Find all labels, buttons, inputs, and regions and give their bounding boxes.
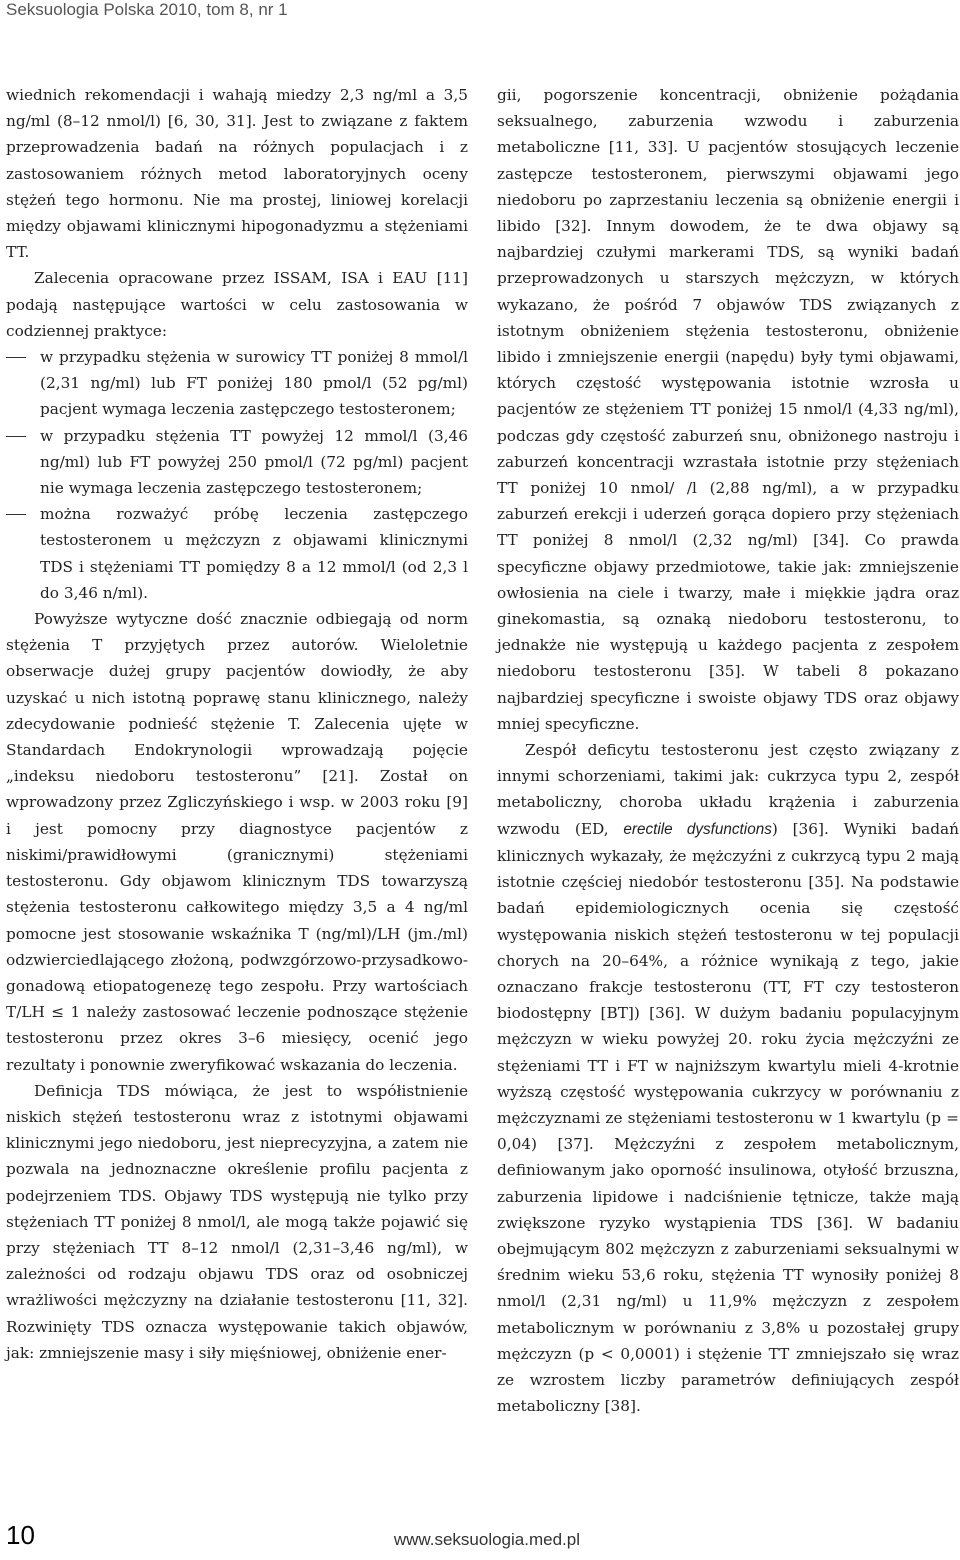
list-item-text: można rozważyć próbę leczenia zastępczego testosteronem u mężczyzn z objawami klinicznymi TDS i stężeniami TT pomiędzy 8 a 12 mmol/l (od 2,3 l do 3,46 n/ml).	[40, 505, 468, 602]
paragraph: Zalecenia opracowane przez ISSAM, ISA i EAU [11] podają następujące wartości w celu zastosowania w codziennej praktyce:	[6, 269, 468, 340]
italic-term: erectile dysfunctions	[623, 820, 772, 838]
paragraph: gii, pogorszenie koncentracji, obniżenie pożądania seksualnego, zaburzenia wzwodu i zaburzenia metaboliczne [11, 33]. U pacjentów stosujących leczenie zastępcze testosteronem, pierwszymi objawami jego niedoboru po zaprzestaniu leczenia są obniżenie energii i libido [32]. Innym dowodem, że te dwa objawy są najbardziej czułymi markerami TDS, są wyniki badań przeprowadzonych u starszych mężczyzn, w których wykazano, że pośród 7 objawów TDS związanych z istotnym obniżeniem stężenia testosteronu, obniżenie libido i zmniejszenie energii (napędu) były tymi objawami, których częstość występowania istotnie wzrosła u pacjentów ze stężeniem TT poniżej 15 nmol/l (4,33 ng/ml), podczas gdy częstość zaburzeń snu, obniżonego nastroju i zaburzeń koncentracji wzrastała istotnie przy stężeniach TT poniżej 10 nmol/ /l (2,88 ng/ml), a w przypadku zaburzeń erekcji i uderzeń gorąca dopiero przy stężeniach TT poniżej 8 nmol/l (2,32 ng/ml) [34]. Co prawda specyficzne objawy przedmiotowe, takie jak: zmniejszenie owłosienia na ciele i twarzy, małe i miękkie jądra oraz ginekomastia, są oznaką niedoboru testosteronu, to jednakże nie występują u każdego pacjenta z zespołem niedoboru testosteronu [35]. W tabeli 8 pokazano najbardziej specyficzne i swoiste objawy TDS oraz objawy mniej specyficzne.	[497, 86, 959, 733]
paragraph: Powyższe wytyczne dość znacznie odbiegają od norm stężenia T przyjętych przez autorów. Wieloletnie obserwacje dużej grupy pacjentów dowiodły, że aby uzyskać u nich istotną poprawę stanu klinicznego, należy zdecydowanie podnieść stężenie T. Zalecenia ujęte w Standardach Endokrynologii wprowadzają pojęcie „indeksu niedoboru testosteronu” [21]. Został on wprowadzony przez Zgliczyńskiego i wsp. w 2003 roku [9] i jest pomocny przy diagnostyce pacjentów z niskimi/prawidłowymi (granicznymi) stężeniami testosteronu. Gdy objawom klinicznym TDS towarzyszą stężenia testosteronu całkowitego między 3,5 a 4 ng/ml pomocne jest stosowanie wskaźnika T (ng/ml)/LH (jm./ml) odzwierciedlającego złożoną, podwzgórzowo-przysadkowo-gonadową etiopatogenezę tego zespołu. Przy wartościach T/LH ≤ 1 należy zastosować leczenie podnoszące stężenie testosteronu przez okres 3–6 miesięcy, ocenić jego rezultaty i ponownie zweryfikować wskazania do leczenia.	[6, 610, 468, 1074]
paragraph	[497, 737, 959, 1419]
footer-url: www.seksuologia.med.pl	[393, 1530, 580, 1549]
page-number: 10	[6, 1520, 35, 1550]
paragraph: Definicja TDS mówiąca, że jest to współistnienie niskich stężeń testosteronu wraz z istotnymi objawami klinicznymi jego niedoboru, jest nieprecyzyjna, a zatem nie pozwala na jednoznaczne określenie profilu pacjenta z podejrzeniem TDS. Objawy TDS występują nie tylko przy stężeniach TT poniżej 8 nmol/l, ale mogą także pojawić się przy stężeniach TT 8–12 nmol/l (2,31–3,46 ng/ml), w zależności od rodzaju objawu TDS oraz od osobniczej wrażliwości mężczyzny na działanie testosteronu [11, 32]. Rozwinięty TDS oznacza występowanie takich objawów, jak: zmniejszenie masy i siły mięśniowej, obniżenie ener-	[6, 1081, 468, 1362]
list-item-text: w przypadku stężenia w surowicy TT poniżej 8 mmol/l (2,31 ng/ml) lub FT poniżej 180 pmol/l (52 pg/ml) pacjent wymaga leczenia zastępczego testosteronem;	[40, 348, 468, 419]
journal-header: Seksuologia Polska 2010, tom 8, nr 1	[6, 0, 288, 19]
dash-bullet	[6, 514, 26, 515]
left-column	[6, 82, 468, 1366]
list-item	[6, 344, 468, 423]
paragraph-text: ) [36]. Wyniki badań klinicznych wykazały, że mężczyźni z cukrzycą typu 2 mają istotnie częściej niedobór testosteronu [35]. Na podstawie badań epidemiologicznych ocenia się częstość występowania niskich stężeń testosteronu w tej populacji chorych na 20–64%, a różnice wynikają z tego, jakie oznaczano frakcje testosteronu (TT, FT czy testosteron biodostępny [BT]) [36]. W dużym badaniu populacyjnym mężczyzn w wieku powyżej 20. roku życia mężczyźni ze stężeniami TT i FT w najniższym kwartylu mieli 4-krotnie wyższą częstość występowania cukrzycy w porównaniu z mężczyznami ze stężeniami testosteronu w 1 kwartylu (p = 0,04) [37]. Mężczyźni z zespołem metabolicznym, definiowanym jako oporność insulinowa, otyłość brzuszna, zaburzenia lipidowe i nadciśnienie tętnicze, także mają zwiększone ryzyko wystąpienia TDS [36]. W badaniu obejmującym 802 mężczyzn z zaburzeniami seksualnymi w średnim wieku 53,6 roku, stężenia TT wynosiły poniżej 8 nmol/l (2,31 ng/ml) u 11,9% mężczyzn z zespołem metabolicznym w porównaniu z 3,8% u pozostałej grupy mężczyzn (p < 0,0001) i stężenie TT zmniejszało się wraz ze wzrostem liczby parametrów definiujących zespół metaboliczny [38].	[497, 819, 959, 1416]
dash-bullet	[6, 357, 26, 358]
list-item	[6, 423, 468, 502]
list-item-text: w przypadku stężenia TT powyżej 12 mmol/l (3,46 ng/ml) lub FT powyżej 250 pmol/l (72 pg/ml) pacjent nie wymaga leczenia zastępczego testosteronem;	[40, 426, 468, 498]
list-item	[6, 501, 468, 606]
paragraph-text: Zespół deficytu testosteronu jest często związany z innymi schorzeniami, takimi jak: cukrzyca typu 2, zespół metaboliczny, choroba układu krążenia i zaburzenia wzwodu (ED,	[497, 741, 959, 838]
paragraph: wiednich rekomendacji i wahają miedzy 2,3 ng/ml a 3,5 ng/ml (8–12 nmol/l) [6, 30, 31]. Jest to związane z faktem przeprowadzenia badań na różnych populacjach i z zastosowaniem różnych metod laboratoryjnych oceny stężeń tego hormonu. Nie ma prostej, liniowej korelacji między objawami klinicznymi hipogonadyzmu a stężeniami TT.	[6, 86, 468, 262]
right-column	[497, 82, 959, 1419]
dash-bullet	[6, 436, 26, 437]
